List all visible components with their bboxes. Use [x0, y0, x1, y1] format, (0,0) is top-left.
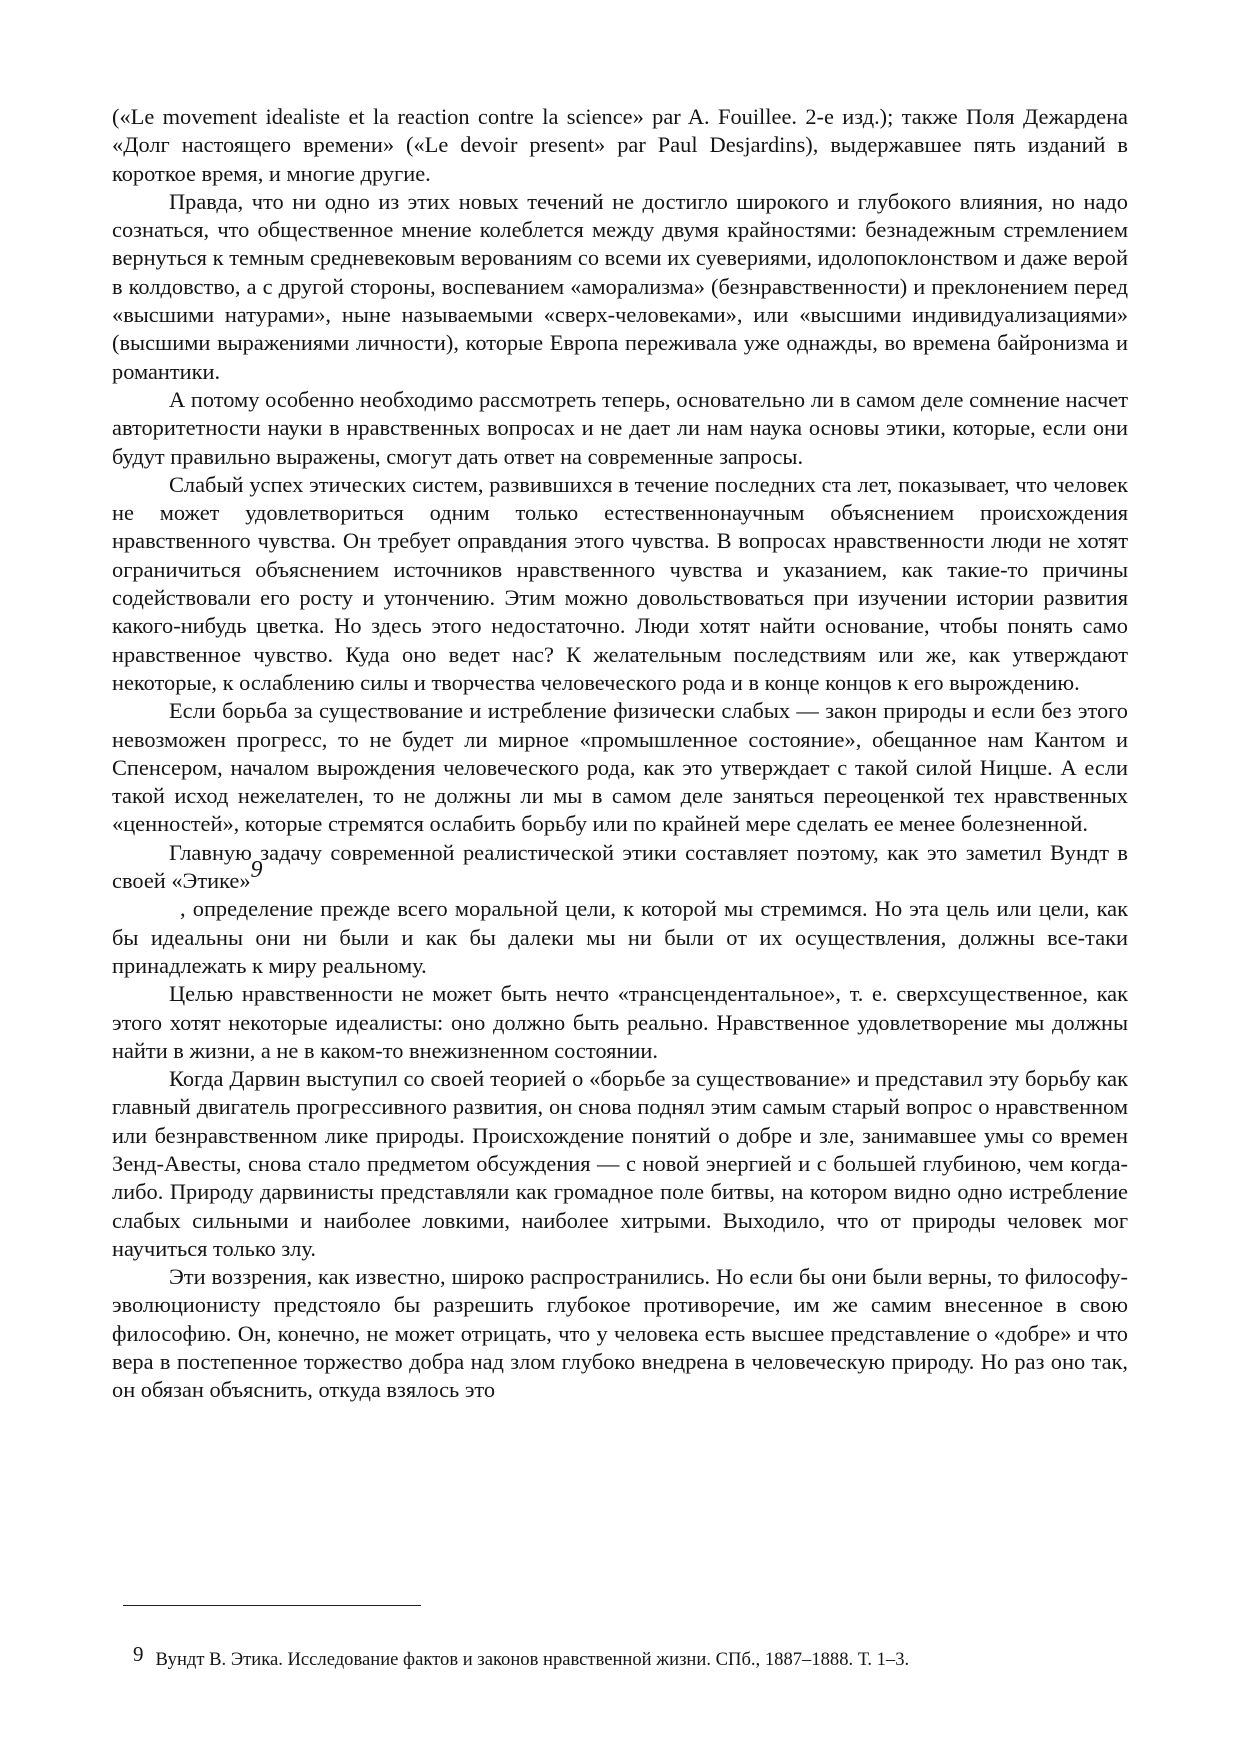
paragraph-7: Целью нравственности не может быть нечто «трансцендентальное», т. е. сверхсущественное, как этого хотят некоторые идеалисты: оно должно быть реально. Нравственное удовлетворение мы должны найти в жизни, а не в каком-то внежизненном состоянии.: [112, 981, 1128, 1063]
footnote-number: 9: [133, 1642, 144, 1666]
paragraph-6-text: Главную задачу современной реалистической этики составляет поэтому, как это заметил Вундт в своей «Этике»: [112, 839, 1128, 894]
paragraph-8: Когда Дарвин выступил со своей теорией о «борьбе за существование» и представил эту борьбу как главный двигатель прогрессивного развития, он снова поднял этим самым старый вопрос о нравственном или безнравственном лике природы. Происхождение понятий о добре и зле, занимавшее умы со времен Зенд-Авесты, снова стало предметом обсуждения — с новой энергией и с большей глубиною, чем когда-либо. Природу дарвинисты представляли как громадное поле битвы, на котором видно одно истребление слабых сильными и наиболее ловкими, наиболее хитрыми. Выходило, что от природы человек мог научиться только злу.: [112, 1066, 1128, 1261]
paragraph-1: («Le movement idealiste et la reaction contre la science» par A. Fouillee. 2-е изд.); также Поля Дежардена «Долг настоящего времени» («Le devoir present» par Paul Desjardins), выдержавшее пять изданий в короткое время, и многие другие.: [112, 104, 1128, 186]
footnote-text: Вундт В. Этика. Исследование фактов и законов нравственной жизни. СПб., 1887–1888. Т. 1–3.: [155, 1649, 910, 1670]
footnote-divider: [123, 1605, 421, 1606]
footnote: [133, 1642, 1123, 1672]
paragraph-6-continuation: , определение прежде всего моральной цели, к которой мы стремимся. Но эта цель или цели, как бы идеальны они ни были и как бы далеки мы ни были от их осуществления, должны все-таки принадлежать к миру реальному.: [112, 896, 1128, 978]
paragraph-2: Правда, что ни одно из этих новых течений не достигло широкого и глубокого влияния, но надо сознаться, что общественное мнение колеблется между двумя крайностями: безнадежным стремлением вернуться к темным средневековым верованиям со всеми их суевериями, идолопоклонством и даже верой в колдовство, а с другой стороны, воспеванием «аморализма» (безнравственности) и преклонением перед «высшими натурами», ныне называемыми «сверх-человеками», или «высшими индивидуализациями» (высшими выражениями личности), которые Европа переживала уже однажды, во времена байронизма и романтики.: [112, 188, 1128, 384]
paragraph-4: Слабый успех этических систем, развившихся в течение последних ста лет, показывает, что человек не может удовлетвориться одним только естественнонаучным объяснением происхождения нравственного чувства. Он требует оправдания этого чувства. В вопросах нравственности люди не хотят ограничиться объяснением источников нравственного чувства и указанием, как такие-то причины содействовали его росту и утончению. Этим можно довольствоваться при изучении истории развития какого-нибудь цветка. Но здесь этого недостаточно. Люди хотят найти основание, чтобы понять само нравственное чувство. Куда оно ведет нас? К желательным последствиям или же, как утверждают некоторые, к ослаблению силы и творчества человеческого рода и в конце концов к его вырождению.: [112, 471, 1128, 695]
paragraph-3: А потому особенно необходимо рассмотреть теперь, основательно ли в самом деле сомнение насчет авторитетности науки в нравственных вопросах и не дает ли нам наука основы этики, которые, если они будут правильно выражены, смогут дать ответ на современные запросы.: [112, 386, 1128, 469]
paragraph-9: Эти воззрения, как известно, широко распространились. Но если бы они были верны, то философу-эволюционисту предстояло бы разрешить глубокое противоречие, им же самим внесенное в свою философию. Он, конечно, не может отрицать, что у человека есть высшее представление о «добре» и что вера в постепенное торжество добра над злом глубоко внедрена в человеческую природу. Но раз оно так, он обязан объяснить, откуда взялось это: [112, 1264, 1128, 1403]
body-text: [112, 103, 1128, 1405]
paragraph-6: [112, 839, 1128, 896]
footnote-reference[interactable]: 9: [250, 857, 263, 884]
paragraph-5: Если борьба за существование и истребление физически слабых — закон природы и если без этого невозможен прогресс, то не будет ли мирное «промышленное состояние», обещанное нам Кантом и Спенсером, началом вырождения человеческого рода, как это утверждает с такой силой Ницше. А если такой исход нежелателен, то не должны ли мы в самом деле заняться переоценкой тех нравственных «ценностей», которые стремятся ослабить борьбу или по крайней мере сделать ее менее болезненной.: [112, 698, 1128, 837]
